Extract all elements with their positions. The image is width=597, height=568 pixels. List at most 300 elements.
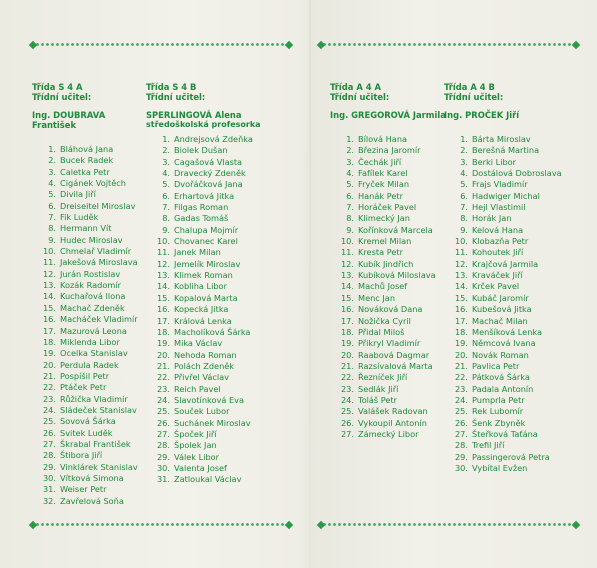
student-entry [330, 247, 450, 258]
student-entry [146, 474, 296, 485]
student-name: Caletka Petr [60, 166, 110, 177]
student-name: Jurán Rostislav [60, 268, 121, 279]
student-number: 16. [156, 304, 170, 315]
student-name: Menc Jan [358, 292, 396, 303]
student-entry [32, 235, 152, 246]
student-name: Dravecký Zdeněk [174, 168, 246, 179]
top-ornament-left [35, 42, 285, 47]
student-entry [32, 189, 152, 200]
student-number: 16. [340, 304, 354, 315]
student-number: 8. [162, 213, 170, 224]
teacher-title: středoškolská profesorka [146, 120, 261, 129]
student-number: 25. [454, 406, 468, 417]
student-name: Kelová Hana [472, 224, 524, 235]
student-name: Andrejsová Zdeňka [174, 134, 253, 144]
student-entry [32, 360, 152, 371]
student-name: Kraváček Jiří [472, 270, 523, 281]
student-name: Sládeček Stanislav [60, 404, 137, 415]
student-number: 25. [156, 406, 170, 417]
student-name: Pavlica Petr [472, 360, 520, 371]
student-name: Machač Milan [472, 315, 528, 326]
student-number: 1. [162, 134, 170, 144]
student-entry [444, 327, 579, 338]
student-name: Cagašová Vlasta [174, 156, 243, 167]
student-entry [32, 439, 152, 450]
student-entry [444, 452, 579, 463]
student-name: Gadas Tomáš [174, 213, 229, 224]
student-entry [146, 338, 296, 349]
student-name: Berki Libor [472, 156, 517, 167]
student-name: Kobliha Libor [174, 281, 227, 292]
student-entry [444, 429, 579, 440]
student-number: 6. [48, 200, 56, 211]
student-name: Nožička Cyril [358, 315, 411, 326]
student-number: 26. [340, 417, 354, 428]
student-name: Chovanec Karel [174, 236, 238, 247]
page-fold [309, 0, 311, 568]
student-entry [32, 314, 152, 325]
student-name: Sedlák Jiří [358, 383, 399, 394]
student-entry [146, 145, 296, 156]
student-number: 29. [454, 451, 468, 462]
student-number: 3. [48, 166, 56, 177]
student-name: Hudec Miroslav [60, 234, 123, 245]
student-name: Klimecký Jan [358, 213, 410, 224]
student-entry [32, 496, 152, 507]
student-entry [330, 350, 450, 361]
student-number: 26. [156, 417, 170, 428]
class-column-s4a [32, 82, 152, 507]
student-entry [32, 246, 152, 257]
student-name: Vybítal Evžen [472, 462, 528, 473]
student-number: 31. [156, 474, 170, 485]
student-name: Jemelík Miroslav [174, 258, 241, 269]
student-number: 3. [346, 156, 354, 167]
student-name: Škrabal František [60, 438, 131, 449]
student-number: 20. [340, 349, 354, 360]
student-entry [146, 384, 296, 395]
student-name: Machač Zdeněk [60, 302, 125, 313]
student-number: 20. [156, 349, 170, 360]
student-name: Machů Josef [358, 281, 408, 292]
student-entry [146, 213, 296, 224]
student-entry [330, 281, 450, 292]
top-ornament-right [322, 42, 572, 47]
student-number: 13. [156, 270, 170, 281]
student-number: 17. [340, 315, 354, 326]
student-number: 27. [156, 428, 170, 439]
student-name: Dostálová Dobroslava [472, 168, 562, 179]
student-entry [330, 134, 450, 145]
student-name: Zámecký Libor [358, 428, 419, 439]
student-entry [444, 225, 579, 236]
student-number: 14. [42, 291, 56, 302]
student-entry [32, 223, 152, 234]
student-entry [146, 270, 296, 281]
student-list [330, 134, 450, 440]
student-number: 16. [454, 304, 468, 315]
student-list [32, 144, 152, 507]
student-number: 30. [42, 472, 56, 483]
student-entry [32, 394, 152, 405]
student-name: Trefil Jiří [472, 440, 505, 451]
student-number: 15. [454, 292, 468, 303]
student-entry [330, 418, 450, 429]
student-number: 21. [156, 360, 170, 371]
student-name: Horák Jan [472, 213, 512, 224]
student-name: Kozák Radomír [60, 280, 121, 291]
student-name: Fafílek Karel [358, 168, 408, 179]
student-name: Macholíková Šárka [174, 326, 251, 337]
student-entry [444, 179, 579, 190]
student-entry [146, 440, 296, 451]
student-name: Perdula Radek [60, 359, 119, 370]
student-number: 9. [346, 224, 354, 235]
student-entry [32, 371, 152, 382]
student-number: 8. [48, 223, 56, 234]
student-name: Kohoutek Jiří [472, 247, 524, 258]
student-name: Bárta Miroslav [472, 134, 531, 144]
student-name: Řezníček Jiří [358, 372, 408, 383]
student-name: Přikryl Vladimír [358, 338, 421, 349]
student-entry [330, 157, 450, 168]
student-name: Přivřel Václav [174, 372, 230, 383]
student-entry [330, 236, 450, 247]
student-entry [32, 144, 152, 155]
student-entry [444, 316, 579, 327]
student-number: 1. [460, 134, 468, 144]
student-entry [330, 361, 450, 372]
student-name: Sovová Šárka [60, 416, 116, 427]
student-number: 15. [340, 292, 354, 303]
student-number: 31. [42, 484, 56, 495]
student-name: Špoček Jiří [174, 428, 217, 439]
student-entry [330, 338, 450, 349]
student-entry [146, 293, 296, 304]
student-number: 4. [48, 178, 56, 189]
student-number: 21. [42, 370, 56, 381]
student-name: Zavřelová Soňa [60, 495, 124, 506]
student-name: Pospíšil Petr [60, 370, 110, 381]
student-entry [32, 326, 152, 337]
student-entry [444, 134, 579, 145]
student-name: Rek Lubomír [472, 406, 524, 417]
student-entry [146, 179, 296, 190]
student-name: Biolek Dušan [174, 145, 228, 156]
student-number: 5. [460, 179, 468, 190]
student-name: Kubešová Jitka [472, 304, 532, 315]
teacher-label: Třídní učitel: [444, 92, 504, 102]
student-entry [444, 338, 579, 349]
student-entry [444, 157, 579, 168]
teacher-name: Ing. PROČEK Jiří [444, 110, 520, 120]
student-number: 8. [460, 213, 468, 224]
student-list [444, 134, 579, 474]
student-entry [330, 327, 450, 338]
student-number: 25. [42, 416, 56, 427]
student-name: Kremel Milan [358, 236, 412, 247]
student-name: Jakešová Miroslava [60, 257, 138, 268]
student-name: Ptáček Petr [60, 382, 107, 393]
student-number: 2. [162, 145, 170, 156]
student-entry [32, 212, 152, 223]
student-name: Březina Jaromír [358, 145, 421, 156]
student-name: Miklenda Libor [60, 336, 120, 347]
student-number: 30. [454, 462, 468, 473]
student-name: Dreiseitel Miroslav [60, 200, 136, 211]
teacher-name: Ing. DOUBRAVA František [32, 110, 106, 130]
student-name: Reich Pavel [174, 383, 221, 394]
student-entry [146, 225, 296, 236]
student-number: 11. [340, 247, 354, 258]
student-name: Bílová Hana [358, 134, 408, 144]
student-entry [146, 236, 296, 247]
student-name: Toláš Petr [358, 394, 398, 405]
student-entry [32, 473, 152, 484]
student-number: 3. [162, 156, 170, 167]
student-entry [146, 361, 296, 372]
student-name: Berešná Martina [472, 145, 540, 156]
student-entry [444, 384, 579, 395]
student-entry [330, 304, 450, 315]
student-entry [146, 281, 296, 292]
student-number: 22. [340, 372, 354, 383]
student-name: Čechák Jiří [358, 156, 402, 167]
class-column-a4a [330, 82, 450, 440]
student-number: 6. [346, 190, 354, 201]
student-number: 8. [346, 213, 354, 224]
student-name: Šteřková Taťána [472, 428, 538, 439]
student-name: Hanák Petr [358, 190, 403, 201]
student-number: 30. [156, 462, 170, 473]
student-name: Cigánek Vojtěch [60, 178, 126, 189]
student-number: 2. [48, 155, 56, 166]
student-number: 5. [48, 189, 56, 200]
student-number: 24. [454, 394, 468, 405]
student-name: Weiser Petr [60, 484, 107, 495]
student-name: Pumprla Petr [472, 394, 525, 405]
student-number: 7. [48, 212, 56, 223]
student-entry [444, 247, 579, 258]
student-entry [146, 134, 296, 145]
student-entry [32, 484, 152, 495]
student-name: Kubáč Jaromír [472, 292, 529, 303]
student-number: 16. [42, 314, 56, 325]
student-entry [146, 304, 296, 315]
student-entry [32, 428, 152, 439]
student-name: Polách Zdeněk [174, 360, 235, 371]
student-number: 1. [48, 144, 56, 154]
class-column-s4b [146, 82, 296, 486]
student-number: 27. [42, 438, 56, 449]
student-name: Fik Luděk [60, 212, 99, 223]
student-entry [32, 382, 152, 393]
student-number: 9. [162, 224, 170, 235]
student-number: 29. [156, 451, 170, 462]
student-entry [330, 202, 450, 213]
student-name: Krestа Petr [358, 247, 403, 258]
class-name: Třída S 4 B [146, 82, 197, 92]
student-entry [444, 406, 579, 417]
student-name: Klimek Roman [174, 270, 233, 281]
student-number: 23. [454, 383, 468, 394]
student-entry [444, 202, 579, 213]
student-number: 28. [42, 450, 56, 461]
student-entry [444, 270, 579, 281]
student-entry [444, 145, 579, 156]
student-entry [444, 281, 579, 292]
student-number: 9. [460, 224, 468, 235]
student-entry [32, 416, 152, 427]
bottom-ornament-left [35, 522, 285, 527]
student-number: 12. [42, 268, 56, 279]
class-column-a4b [444, 82, 579, 474]
student-number: 6. [460, 190, 468, 201]
student-number: 32. [42, 495, 56, 506]
student-entry [444, 350, 579, 361]
student-entry [146, 327, 296, 338]
class-name: Třída A 4 B [444, 82, 495, 92]
student-name: Suchánek Miroslav [174, 417, 251, 428]
student-entry [146, 247, 296, 258]
student-entry [444, 293, 579, 304]
student-name: Kuchařová Ilona [60, 291, 126, 302]
student-number: 29. [42, 461, 56, 472]
student-number: 4. [460, 168, 468, 179]
student-entry [330, 429, 450, 440]
student-name: Divila Jiří [60, 189, 96, 200]
student-entry [330, 191, 450, 202]
student-entry [444, 372, 579, 383]
student-name: Hermann Vít [60, 223, 112, 234]
student-name: Chmelař Vladimír [60, 246, 132, 257]
student-entry [32, 280, 152, 291]
student-entry [32, 201, 152, 212]
student-number: 12. [454, 258, 468, 269]
student-number: 20. [454, 349, 468, 360]
student-entry [444, 395, 579, 406]
student-number: 19. [454, 338, 468, 349]
student-entry [32, 291, 152, 302]
student-entry [146, 429, 296, 440]
student-number: 21. [340, 360, 354, 371]
student-name: Krajčová Jarmila [472, 258, 539, 269]
student-entry [32, 348, 152, 359]
student-number: 2. [460, 145, 468, 156]
student-number: 14. [156, 281, 170, 292]
student-entry [32, 450, 152, 461]
student-number: 4. [346, 168, 354, 179]
student-name: Kubík Jindřich [358, 258, 414, 269]
student-name: Mika Václav [174, 338, 223, 349]
student-name: Mazurová Leona [60, 325, 127, 336]
student-name: Ocelka Stanislav [60, 348, 128, 359]
teacher-name: SPERLINGOVÁ Alena [146, 110, 242, 120]
student-name: Macháček Vladimír [60, 314, 138, 325]
student-entry [32, 257, 152, 268]
student-number: 20. [42, 359, 56, 370]
class-name: Třída S 4 A [32, 82, 83, 92]
student-number: 19. [42, 348, 56, 359]
student-entry [330, 259, 450, 270]
student-entry [146, 418, 296, 429]
student-entry [146, 191, 296, 202]
student-name: Nováková Dana [358, 304, 423, 315]
student-number: 5. [162, 179, 170, 190]
student-number: 19. [340, 338, 354, 349]
student-number: 19. [156, 338, 170, 349]
student-number: 18. [42, 336, 56, 347]
student-name: Válek Libor [174, 451, 220, 462]
student-entry [32, 167, 152, 178]
student-entry [330, 372, 450, 383]
student-name: Erhartová Jitka [174, 190, 235, 201]
student-entry [146, 372, 296, 383]
student-entry [32, 462, 152, 473]
student-entry [330, 145, 450, 156]
student-entry [330, 213, 450, 224]
student-entry [32, 303, 152, 314]
student-entry [32, 269, 152, 280]
student-number: 21. [454, 360, 468, 371]
student-entry [146, 316, 296, 327]
student-number: 18. [340, 326, 354, 337]
student-name: Valenta Josef [174, 462, 227, 473]
student-entry [330, 384, 450, 395]
student-name: Zatloukal Václav [174, 474, 242, 485]
student-number: 11. [156, 247, 170, 258]
student-name: Slavotínková Eva [174, 394, 244, 405]
student-number: 9. [48, 234, 56, 245]
student-name: Vykoupil Antonín [358, 417, 427, 428]
student-entry [146, 463, 296, 474]
student-name: Novák Roman [472, 349, 529, 360]
student-entry [330, 395, 450, 406]
student-number: 23. [156, 383, 170, 394]
student-entry [32, 155, 152, 166]
student-number: 27. [454, 428, 468, 439]
student-name: Bucek Radek [60, 155, 114, 166]
student-name: Klobazňa Petr [472, 236, 529, 247]
student-entry [330, 225, 450, 236]
student-entry [444, 168, 579, 179]
bottom-ornament-right [322, 522, 572, 527]
student-number: 7. [346, 202, 354, 213]
student-number: 24. [156, 394, 170, 405]
student-name: Přidal Miloš [358, 326, 405, 337]
student-number: 22. [156, 372, 170, 383]
student-number: 7. [162, 202, 170, 213]
student-number: 17. [156, 315, 170, 326]
student-name: Menšíková Lenka [472, 326, 543, 337]
student-entry [32, 178, 152, 189]
teacher-label: Třídní učitel: [146, 92, 206, 102]
student-entry [330, 293, 450, 304]
teacher-name: Ing. GREGOROVÁ Jarmila [330, 110, 446, 120]
student-entry [330, 406, 450, 417]
student-name: Dvořáčková Jana [174, 179, 243, 190]
student-number: 5. [346, 179, 354, 190]
student-number: 14. [340, 281, 354, 292]
student-number: 3. [460, 156, 468, 167]
student-entry [146, 350, 296, 361]
student-name: Štibora Jiří [60, 450, 103, 461]
student-number: 10. [454, 236, 468, 247]
student-number: 17. [42, 325, 56, 336]
student-number: 10. [42, 246, 56, 257]
student-entry [146, 168, 296, 179]
student-number: 15. [156, 292, 170, 303]
